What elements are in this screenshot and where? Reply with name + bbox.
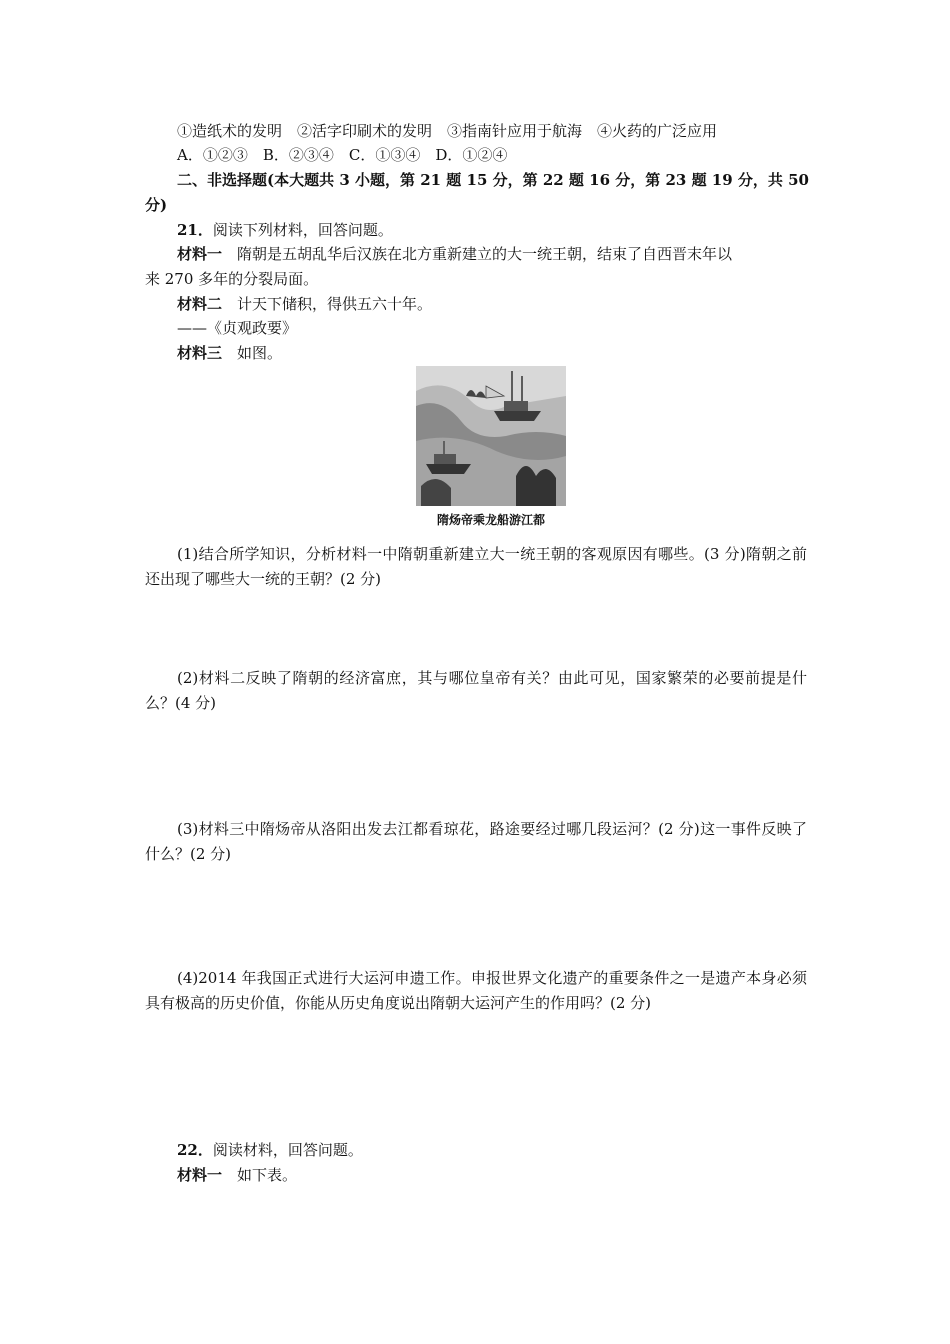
q22-material1-text: 如下表。	[222, 1166, 298, 1184]
material2-text: 计天下储积，得供五六十年。	[222, 295, 433, 313]
dragon-boat-painting	[416, 366, 566, 506]
q21-sub3: (3)材料三中隋炀帝从洛阳出发去江都看琼花，路途要经过哪几段运河？(2 分)这一事件反映了什么？(2 分)	[145, 820, 807, 863]
material1-text: 隋朝是五胡乱华后汉族在北方重新建立的大一统王朝，结束了自西晋末年以	[222, 245, 733, 263]
q21-header	[177, 220, 393, 240]
section2-heading: 二、非选择题(本大题共 3 小题，第 21 题 15 分，第 22 题 16 分，第 23 题 19 分，共 50	[177, 171, 809, 189]
q22-prompt: 阅读材料，回答问题。	[212, 1141, 363, 1159]
q22-material1-label: 材料一	[177, 1166, 223, 1184]
q21-prompt: 阅读下列材料，回答问题。	[212, 221, 393, 239]
q21-sub2: (2)材料二反映了隋朝的经济富庶，其与哪位皇帝有关？由此可见，国家繁荣的必要前提是什么？(4 分)	[145, 669, 807, 712]
material2-source: ——《贞观政要》	[177, 319, 298, 337]
q20-answer-choices: A．①②③ B．②③④ C．①③④ D．①②④	[177, 146, 508, 164]
q21-material1	[177, 244, 732, 264]
section2-heading-cont: 分)	[145, 196, 168, 214]
q20-options: ①造纸术的发明 ②活字印刷术的发明 ③指南针应用于航海 ④火药的广泛应用	[177, 122, 718, 140]
q21-material3	[177, 343, 282, 363]
q21-number: 21．	[177, 221, 213, 239]
q22-header	[177, 1140, 363, 1160]
material3-label: 材料三	[177, 344, 223, 362]
material1-text-cont: 来 270 多年的分裂局面。	[145, 270, 319, 288]
q22-number: 22．	[177, 1141, 213, 1159]
material3-text: 如图。	[222, 344, 283, 362]
material1-label: 材料一	[177, 245, 223, 263]
q22-material1	[177, 1165, 297, 1185]
q21-sub4: (4)2014 年我国正式进行大运河申遗工作。申报世界文化遗产的重要条件之一是遗产本身必须具有极高的历史价值，你能从历史角度说出隋朝大运河产生的作用吗？(2 分)	[145, 969, 807, 1012]
material2-label: 材料二	[177, 295, 223, 313]
q21-sub1: (1)结合所学知识，分析材料一中隋朝重新建立大一统王朝的客观原因有哪些。(3 分)隋朝之前还出现了哪些大一统的王朝？(2 分)	[145, 545, 807, 588]
q21-material2	[177, 294, 432, 314]
figure-caption: 隋炀帝乘龙船游江都	[436, 513, 545, 527]
